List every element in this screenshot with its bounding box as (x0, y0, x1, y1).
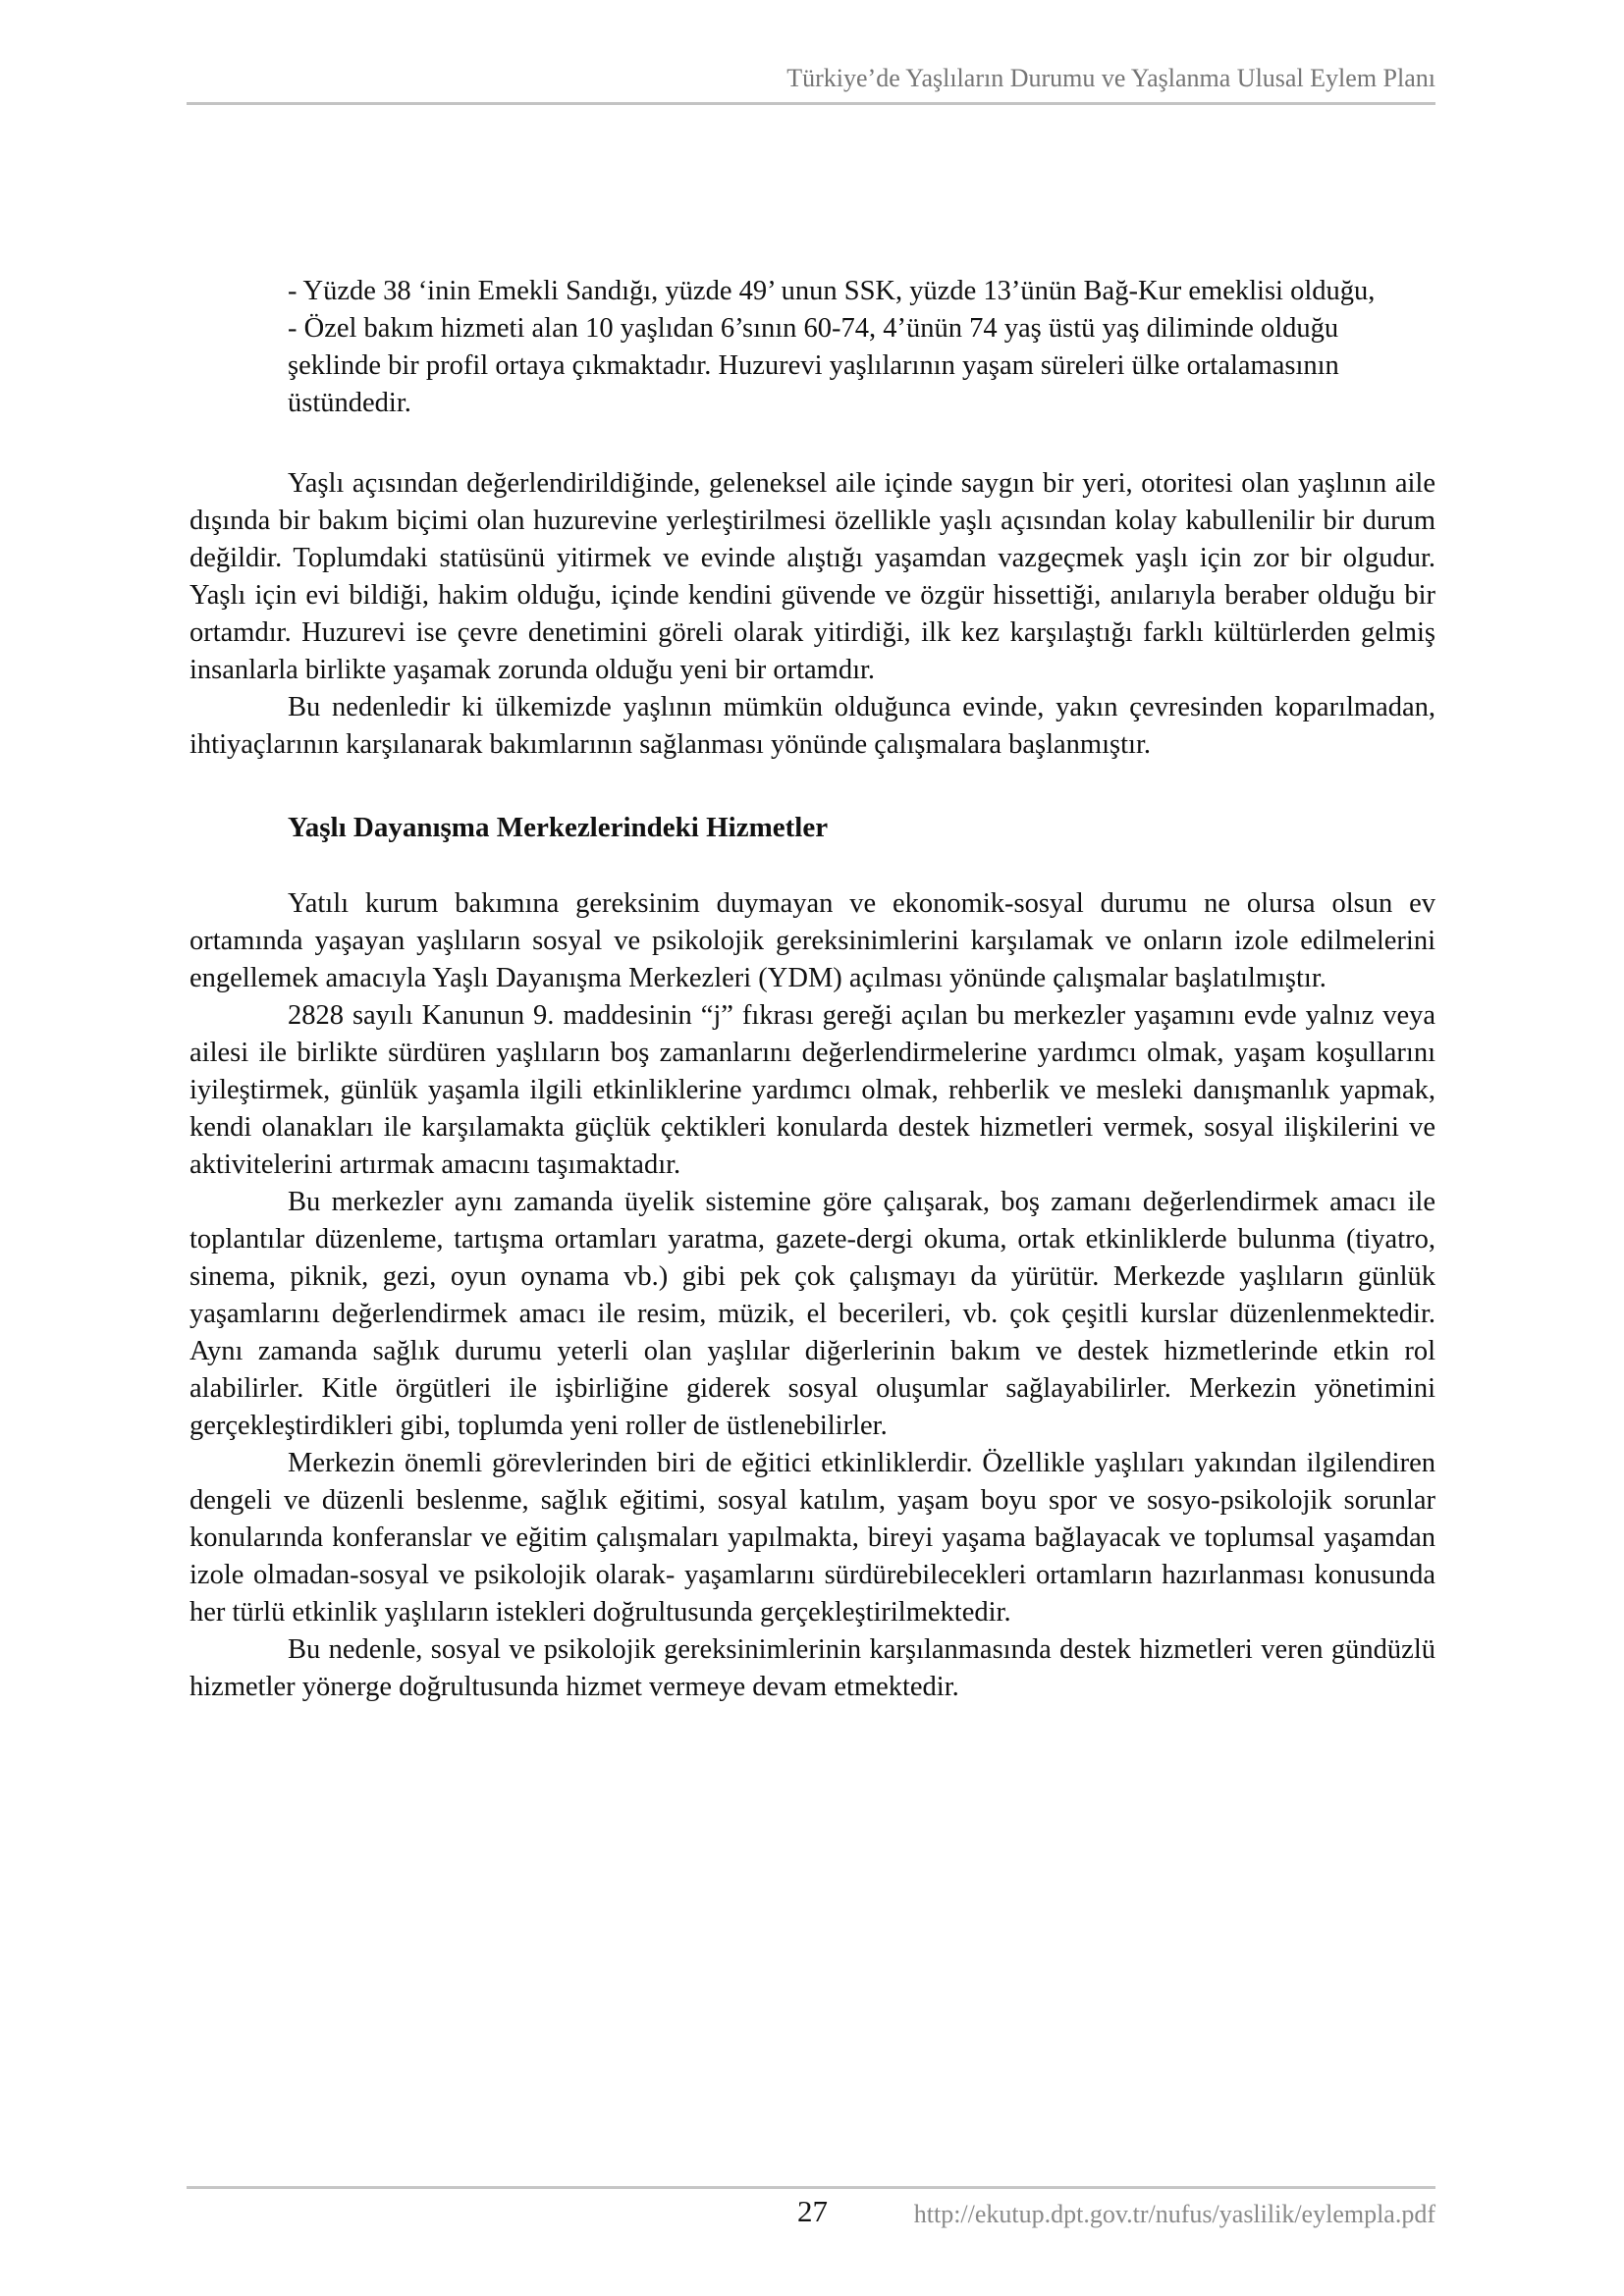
paragraph: 2828 sayılı Kanunun 9. maddesinin “j” fıkrası gereği açılan bu merkezler yaşamını evde yalnız veya ailesi ile birlikte sürdüren yaşlıların boş zamanlarını değerlendirmelerine yardımcı olmak, yaşam koşullarını iyileştirmek, günlük yaşamla ilgili etkinliklerine yardımcı olmak, rehberlik ve mesleki danışmanlık yapmak, kendi olanakları ile karşılamakta güçlük çektikleri konularda destek hizmetleri vermek, sosyal ilişkilerini ve aktivitelerini artırmak amacını taşımaktadır. (189, 1000, 1435, 1180)
section-heading: Yaşlı Dayanışma Merkezlerindeki Hizmetler (288, 812, 829, 843)
paragraph: Bu merkezler aynı zamanda üyelik sistemine göre çalışarak, boş zamanı değerlendirmek amacı ile toplantılar düzenleme, tartışma ortamları yaratma, gazete-dergi okuma, ortak etkinliklerde bulunma (tiyatro, sinema, piknik, gezi, oyun oynama vb.) gibi pek çok çalışmayı da yürütür. Merkezde yaşlıların günlük yaşamlarını değerlendirmek amacı ile resim, müzik, el becerileri, vb. çok çeşitli kurslar düzenlenmektedir. Aynı zamanda sağlık durumu yeterli olan yaşlılar diğerlerinin bakım ve destek hizmetlerinde etkin rol alabilirler. Kitle örgütleri ile işbirliğine giderek sosyal oluşumlar sağlayabilirler. Merkezin yönetimini gerçekleştirdikleri gibi, toplumda yeni roller de üstlenebilirler. (189, 1187, 1435, 1441)
footer-divider (187, 2186, 1435, 2189)
paragraph: Yatılı kurum bakımına gereksinim duymayan ve ekonomik-sosyal durumu ne olursa olsun ev ortamında yaşayan yaşlıların sosyal ve psikolojik gereksinimlerini karşılamak ve onların izole edilmelerini engellemek amacıyla Yaşlı Dayanışma Merkezleri (YDM) açılması yönünde çalışmalar başlatılmıştır. (189, 888, 1435, 993)
list-item: - Yüzde 38 ‘inin Emekli Sandığı, yüzde 49’ unun SSK, yüzde 13’ünün Bağ-Kur emeklisi olduğu, (288, 276, 1376, 306)
header-divider (187, 102, 1435, 105)
bullet-block (189, 273, 1435, 422)
running-header-title: Türkiye’de Yaşlıların Durumu ve Yaşlanma Ulusal Eylem Planı (786, 64, 1435, 92)
paragraph: Bu nedenle, sosyal ve psikolojik gereksinimlerinin karşılanmasında destek hizmetleri veren gündüzlü hizmetler yönerge doğrultusunda hizmet vermeye devam etmektedir. (189, 1634, 1435, 1702)
paragraph: Bu nedenledir ki ülkemizde yaşlının mümkün olduğunca evinde, yakın çevresinden koparılmadan, ihtiyaçlarının karşılanarak bakımlarının sağlanması yönünde çalışmalara başlanmıştır. (189, 692, 1435, 760)
body-content (189, 273, 1435, 1706)
paragraph: Merkezin önemli görevlerinden biri de eğitici etkinliklerdir. Özellikle yaşlıları yakından ilgilendiren dengeli ve düzenli beslenme, sağlık eğitimi, sosyal katılım, yaşam boyu spor ve sosyo-psikolojik sorunlar konularında konferanslar ve eğitim çalışmaları yapılmakta, bireyi yaşama bağlayacak ve toplumsal yaşamdan izole olmadan-sosyal ve psikolojik olarak- yaşamlarını sürdürebilecekleri ortamların hazırlanması konusunda her türlü etkinlik yaşlıların istekleri doğrultusunda gerçekleştirilmektedir. (189, 1448, 1435, 1628)
page-number: 27 (797, 2194, 828, 2228)
list-item: - Özel bakım hizmeti alan 10 yaşlıdan 6’sının 60-74, 4’ünün 74 yaş üstü yaş diliminde olduğu şeklinde bir profil ortaya çıkmaktadır. Huzurevi yaşlılarının yaşam süreleri ülke ortalamasının üstündedir. (288, 313, 1339, 418)
footer-url: http://ekutup.dpt.gov.tr/nufus/yaslilik/eylempla.pdf (913, 2200, 1435, 2228)
paragraph: Yaşlı açısından değerlendirildiğinde, geleneksel aile içinde saygın bir yeri, otoritesi olan yaşlının aile dışında bir bakım biçimi olan huzurevine yerleştirilmesi özellikle yaşlı açısından kolay kabullenilir bir durum değildir. Toplumdaki statüsünü yitirmek ve evinde alıştığı yaşamdan vazgeçmek yaşlı için zor bir olgudur. Yaşlı için evi bildiği, hakim olduğu, içinde kendini güvende ve özgür hissettiği, anılarıyla beraber olduğu bir ortamdır. Huzurevi ise çevre denetimini göreli olarak yitirdiği, ilk kez karşılaştığı farklı kültürlerden gelmiş insanlarla birlikte yaşamak zorunda olduğu yeni bir ortamdır. (189, 468, 1435, 685)
